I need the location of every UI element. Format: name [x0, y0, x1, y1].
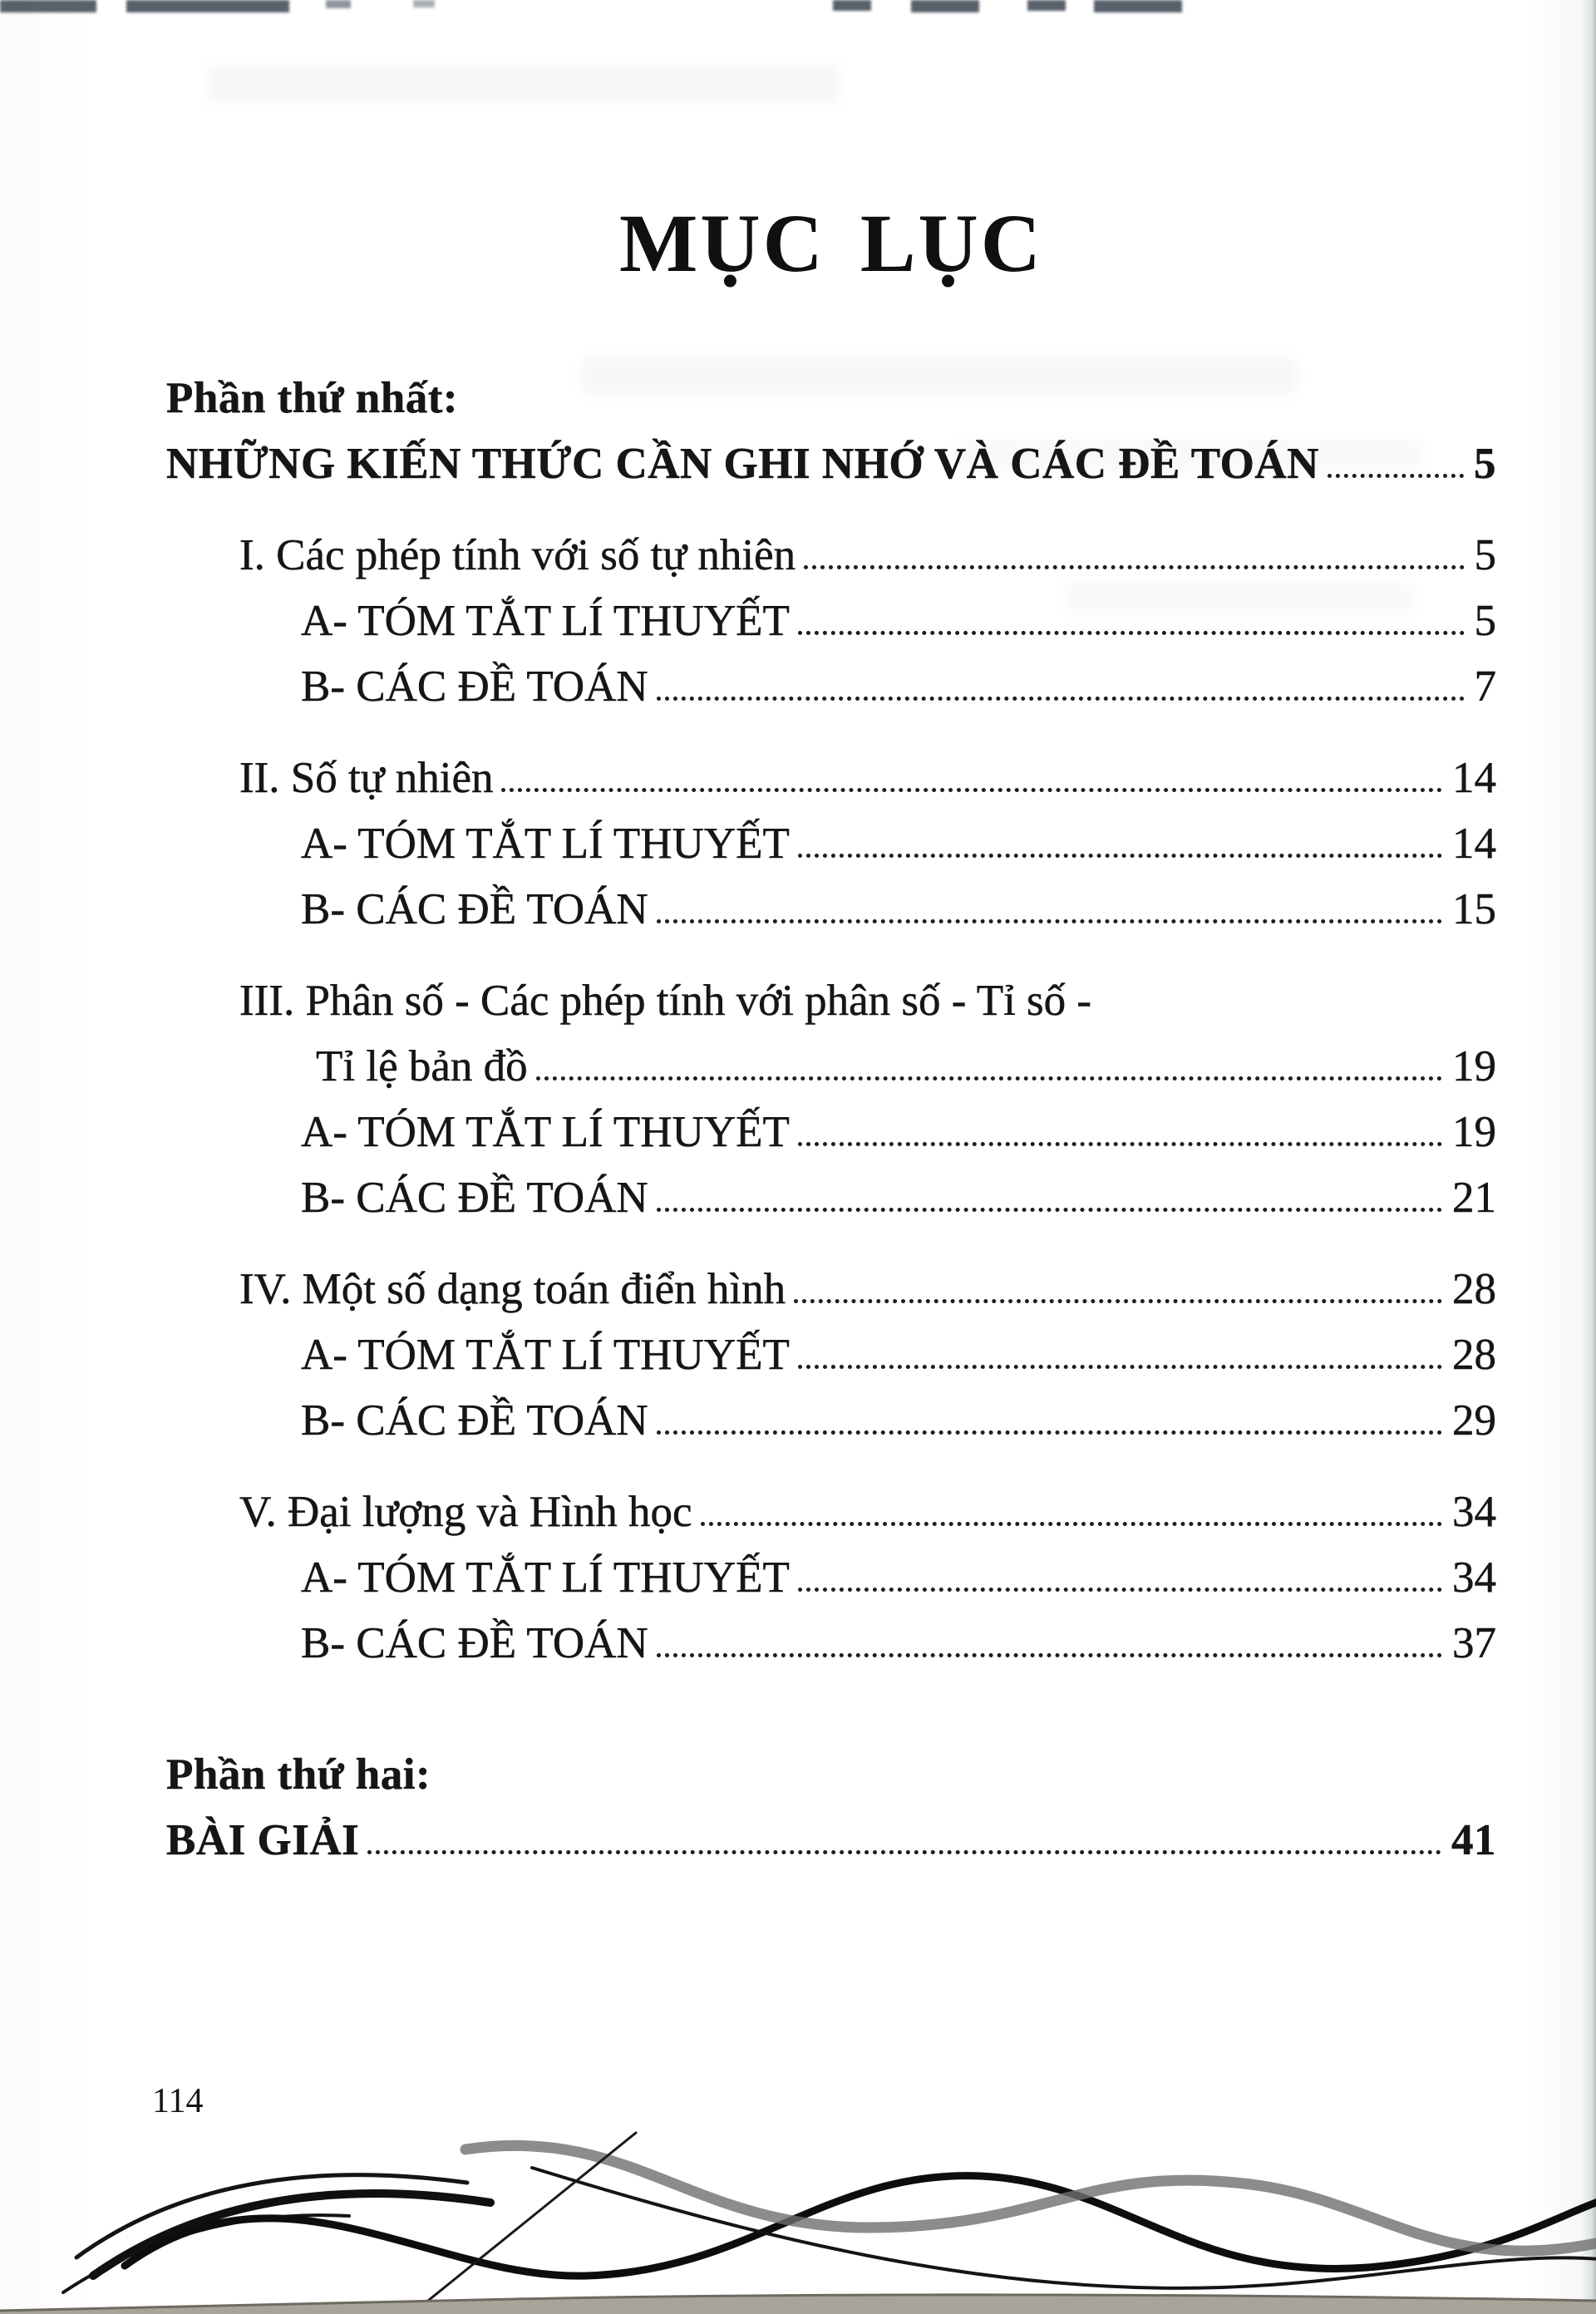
toc-entry-label: A- TÓM TẮT LÍ THUYẾT [301, 597, 790, 645]
scan-artifact [911, 0, 979, 12]
toc-entry [166, 1172, 1496, 1223]
dot-leader [798, 854, 1442, 858]
toc-entry [166, 661, 1496, 712]
dot-leader [1328, 474, 1464, 478]
toc-entry [166, 1106, 1496, 1158]
scan-artifact [0, 0, 96, 12]
toc-entry-page: 5 [1474, 440, 1496, 488]
toc-entry [166, 595, 1496, 647]
toc-entry-label: Phần thứ hai: [166, 1750, 431, 1799]
toc-entry-page: 29 [1452, 1396, 1496, 1445]
dot-leader [657, 919, 1442, 923]
toc-entry-page: 19 [1452, 1108, 1496, 1156]
toc-entry [166, 438, 1496, 490]
scan-artifact [1027, 0, 1066, 11]
dot-leader [501, 788, 1442, 792]
toc-entry [166, 818, 1496, 869]
toc-entry-label: I. Các phép tính với số tự nhiên [239, 531, 796, 579]
toc-entry-label: B- CÁC ĐỀ TOÁN [301, 1174, 648, 1222]
toc-entry-page: 7 [1474, 662, 1496, 711]
toc-entry [166, 1552, 1496, 1603]
scan-artifact [413, 0, 435, 7]
toc-entry-label: NHỮNG KIẾN THỨC CẦN GHI NHỚ VÀ CÁC ĐỀ TOÁN [166, 440, 1319, 488]
flourish-graphic [0, 2118, 1596, 2311]
toc-entry-page: 34 [1452, 1553, 1496, 1602]
dot-leader [657, 697, 1465, 701]
toc-entry [166, 1749, 1496, 1800]
toc-entry-label: Phần thứ nhất: [166, 374, 459, 422]
toc-entry-page: 21 [1452, 1174, 1496, 1222]
toc-entry [166, 1617, 1496, 1669]
bleed-through-artifact [208, 65, 840, 103]
dot-leader [798, 1142, 1442, 1146]
dot-leader [794, 1299, 1442, 1303]
toc-entry [166, 1329, 1496, 1381]
toc-entry [166, 1041, 1496, 1092]
toc-entry-label: B- CÁC ĐỀ TOÁN [301, 1396, 648, 1445]
bottom-page-edge [0, 2292, 1596, 2314]
toc-entry [166, 1395, 1496, 1446]
toc-entry-label: B- CÁC ĐỀ TOÁN [301, 885, 648, 933]
scan-artifact [1094, 0, 1182, 12]
toc-entry [166, 884, 1496, 935]
toc-entry-label: III. Phân số - Các phép tính với phân số - Tỉ số - [239, 977, 1092, 1025]
scan-artifact [326, 0, 351, 8]
toc-entry-label: IV. Một số dạng toán điển hình [239, 1265, 786, 1313]
toc-entry-label: B- CÁC ĐỀ TOÁN [301, 662, 648, 711]
scan-artifact [833, 0, 871, 11]
toc-entry-page: 28 [1452, 1331, 1496, 1379]
toc-entry [166, 372, 1496, 424]
dot-leader [657, 1430, 1442, 1435]
toc-entry-label: A- TÓM TẮT LÍ THUYẾT [301, 1331, 790, 1379]
toc-entry-page: 14 [1452, 820, 1496, 868]
toc-entry-label: V. Đại lượng và Hình học [239, 1488, 692, 1536]
toc-entry-label: A- TÓM TẮT LÍ THUYẾT [301, 820, 790, 868]
toc-entry-page: 5 [1474, 597, 1496, 645]
page-edge-shadow [1581, 0, 1596, 2314]
toc-entry-label: A- TÓM TẮT LÍ THUYẾT [301, 1108, 790, 1156]
dot-leader [701, 1522, 1443, 1526]
page-number: 114 [152, 2082, 204, 2120]
toc-entry-label: B- CÁC ĐỀ TOÁN [301, 1619, 648, 1667]
toc-entry-page: 14 [1452, 754, 1496, 802]
toc-entry-label: A- TÓM TẮT LÍ THUYẾT [301, 1553, 790, 1602]
toc-entry-page: 37 [1452, 1619, 1496, 1667]
toc-entry [166, 529, 1496, 581]
toc-entry-label: BÀI GIẢI [166, 1816, 360, 1864]
toc-entry [166, 1814, 1496, 1866]
toc-list [166, 372, 1496, 1880]
dot-leader [798, 1365, 1442, 1369]
toc-entry [166, 752, 1496, 804]
dot-leader [657, 1653, 1442, 1657]
dot-leader [536, 1076, 1442, 1081]
toc-entry-page: 41 [1451, 1816, 1496, 1864]
toc-entry [166, 975, 1496, 1027]
toc-entry-page: 19 [1452, 1042, 1496, 1091]
toc-entry-page: 15 [1452, 885, 1496, 933]
dot-leader [798, 1588, 1442, 1592]
toc-entry-label: Tỉ lệ bản đồ [316, 1042, 528, 1091]
toc-entry-label: II. Số tự nhiên [239, 754, 494, 802]
scan-artifact [126, 0, 289, 12]
toc-entry [166, 1263, 1496, 1315]
dot-leader [798, 631, 1465, 635]
dot-leader [804, 565, 1464, 569]
dot-leader [657, 1208, 1442, 1212]
page-title: MỤC LỤC [619, 197, 1043, 289]
dot-leader [367, 1850, 1441, 1854]
toc-entry-page: 5 [1474, 531, 1496, 579]
toc-entry-page: 34 [1452, 1488, 1496, 1536]
toc-entry [166, 1486, 1496, 1538]
toc-entry-page: 28 [1452, 1265, 1496, 1313]
